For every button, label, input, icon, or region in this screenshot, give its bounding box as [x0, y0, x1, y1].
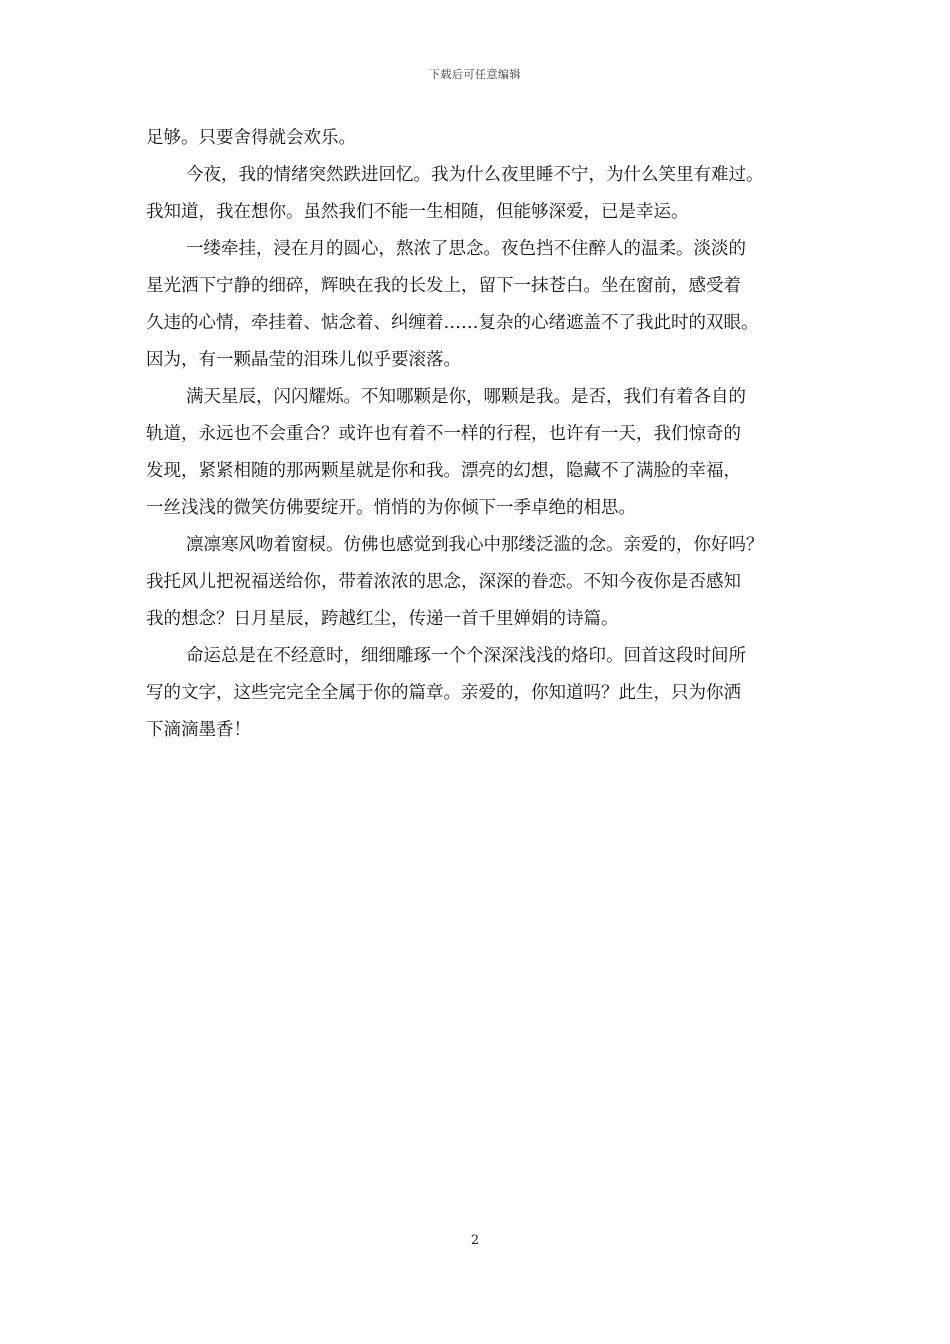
text-line: 我知道，我在想你。虽然我们不能一生相随，但能够深爱，已是幸运。 [146, 202, 689, 222]
text-line: 久违的心情，牵挂着、惦念着、纠缠着……复杂的心绪遮盖不了我此时的双眼。 [146, 313, 759, 333]
paragraph-start-line: 凛凛寒风吻着窗棂。仿佛也感觉到我心中那缕泛滥的念。亲爱的，你好吗？ [186, 535, 764, 555]
text-line: 我托风儿把祝福送给你，带着浓浓的思念，深深的眷恋。不知今夜你是否感知 [146, 572, 741, 592]
page-header: 下载后可任意编辑 [429, 68, 521, 81]
text-line: 写的文字，这些完完全全属于你的篇章。亲爱的，你知道吗？此生，只为你洒 [146, 683, 741, 703]
text-line: 下滴滴墨香！ [146, 720, 251, 740]
text-line: 发现，紧紧相随的那两颗星就是你和我。漂亮的幻想，隐藏不了满脸的幸福， [146, 461, 741, 481]
text-line: 星光洒下宁静的细碎，辉映在我的长发上，留下一抹苍白。坐在窗前，感受着 [146, 276, 741, 296]
page-number: 2 [470, 1233, 480, 1248]
text-line: 一丝浅浅的微笑仿佛要绽开。悄悄的为你倾下一季卓绝的相思。 [146, 498, 636, 518]
text-line: 轨道，永远也不会重合？或许也有着不一样的行程，也许有一天，我们惊奇的 [146, 424, 741, 444]
document-body [146, 120, 808, 749]
paragraph-start-line: 满天星辰，闪闪耀烁。不知哪颗是你，哪颗是我。是否，我们有着各自的 [186, 387, 746, 407]
text-line: 我的想念？日月星辰，跨越红尘，传递一首千里婵娟的诗篇。 [146, 609, 619, 629]
text-line: 足够。只要舍得就会欢乐。 [146, 128, 356, 148]
paragraph-start-line: 今夜，我的情绪突然跌进回忆。我为什么夜里睡不宁，为什么笑里有难过。 [186, 165, 764, 185]
paragraph-start-line: 一缕牵挂，浸在月的圆心，熬浓了思念。夜色挡不住醉人的温柔。淡淡的 [186, 239, 746, 259]
text-line: 因为，有一颗晶莹的泪珠儿似乎要滚落。 [146, 350, 461, 370]
paragraph-start-line: 命运总是在不经意时，细细雕琢一个个深深浅浅的烙印。回首这段时间所 [186, 646, 746, 666]
